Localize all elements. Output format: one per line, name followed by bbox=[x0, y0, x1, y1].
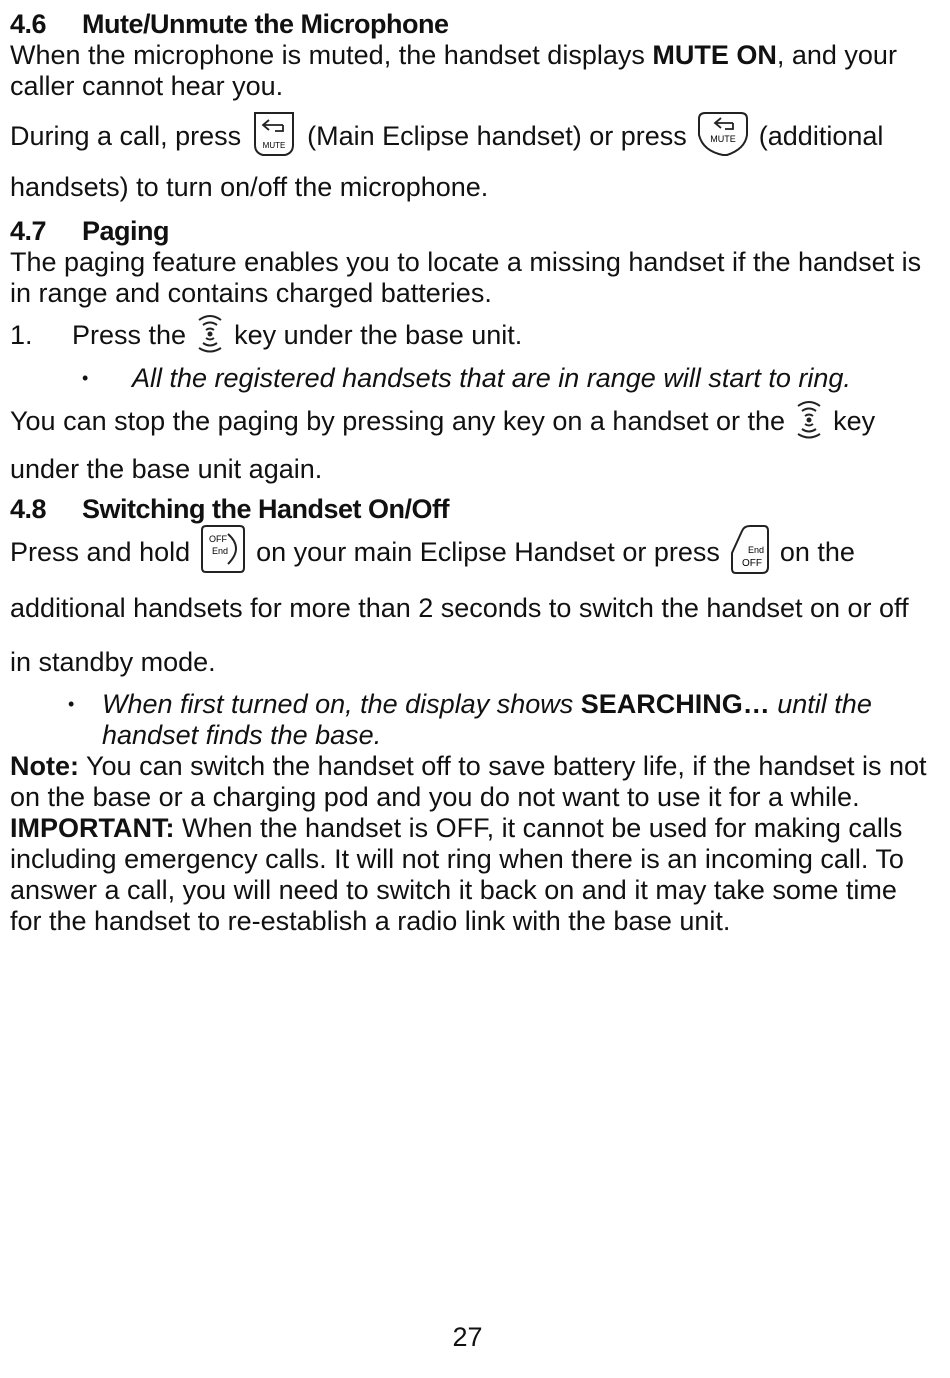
svg-text:End: End bbox=[212, 545, 229, 556]
svg-text:MUTE: MUTE bbox=[710, 133, 736, 144]
paging-step-1: 1. Press the key under the base unit. bbox=[10, 317, 932, 357]
important-label: IMPORTANT: bbox=[10, 812, 175, 843]
mute-paragraph: When the microphone is muted, the handset displays MUTE ON, and your caller cannot hear you. bbox=[10, 40, 897, 101]
paging-key-icon-2 bbox=[793, 399, 825, 439]
power-paragraph: Press and hold OFF End on your main Eclipse Handset or press End OFF on the additional handsets for more than 2 seconds to switch the handset on or off in standby mode. bbox=[10, 525, 932, 689]
paging-stop-paragraph: You can stop the paging by pressing any key on a handset or the key under the base unit again. bbox=[10, 397, 932, 493]
section-heading-4-8: 4.8 Switching the Handset On/Off bbox=[10, 493, 450, 524]
section-heading-4-7: 4.7 Paging bbox=[10, 215, 170, 246]
paging-paragraph: The paging feature enables you to locate a missing handset if the handset is in range and contains charged batteries. bbox=[10, 246, 922, 308]
important-paragraph: IMPORTANT: When the handset is OFF, it cannot be used for making calls including emergency calls. It will not ring when there is an incoming call. To answer a call, you will need to switch it back on and it may take some time for the handset to re-establish a radio link with the base unit. bbox=[10, 812, 904, 936]
mute-key-additional-icon bbox=[695, 109, 751, 159]
svg-text:OFF: OFF bbox=[209, 533, 228, 544]
svg-text:OFF: OFF bbox=[741, 557, 762, 569]
svg-text:MUTE: MUTE bbox=[262, 140, 286, 150]
svg-text:End: End bbox=[747, 544, 764, 555]
off-end-key-main-icon bbox=[198, 524, 248, 576]
paging-bullet: • All the registered handsets that are in range will start to ring. bbox=[82, 362, 851, 393]
note-paragraph: Note: You can switch the handset off to save battery life, if the handset is not on the base or a charging pod and you do not want to use it for a while. bbox=[10, 750, 927, 812]
paging-key-icon bbox=[194, 313, 226, 353]
end-off-key-additional-icon bbox=[728, 523, 772, 577]
note-label: Note: bbox=[10, 750, 79, 781]
page-number: 27 bbox=[452, 1322, 483, 1352]
power-bullet: • When first turned on, the display shows SEARCHING… until the handset finds the base. bbox=[68, 688, 872, 750]
manual-page bbox=[10, 8, 932, 937]
mute-key-main-icon bbox=[249, 109, 299, 159]
mute-instructions: During a call, press MUTE (Main Eclipse handset) or press MUTE (additional handsets) to turn on/off the microphone. bbox=[10, 112, 932, 211]
section-heading-4-6: 4.6 Mute/Unmute the Microphone bbox=[10, 9, 449, 39]
